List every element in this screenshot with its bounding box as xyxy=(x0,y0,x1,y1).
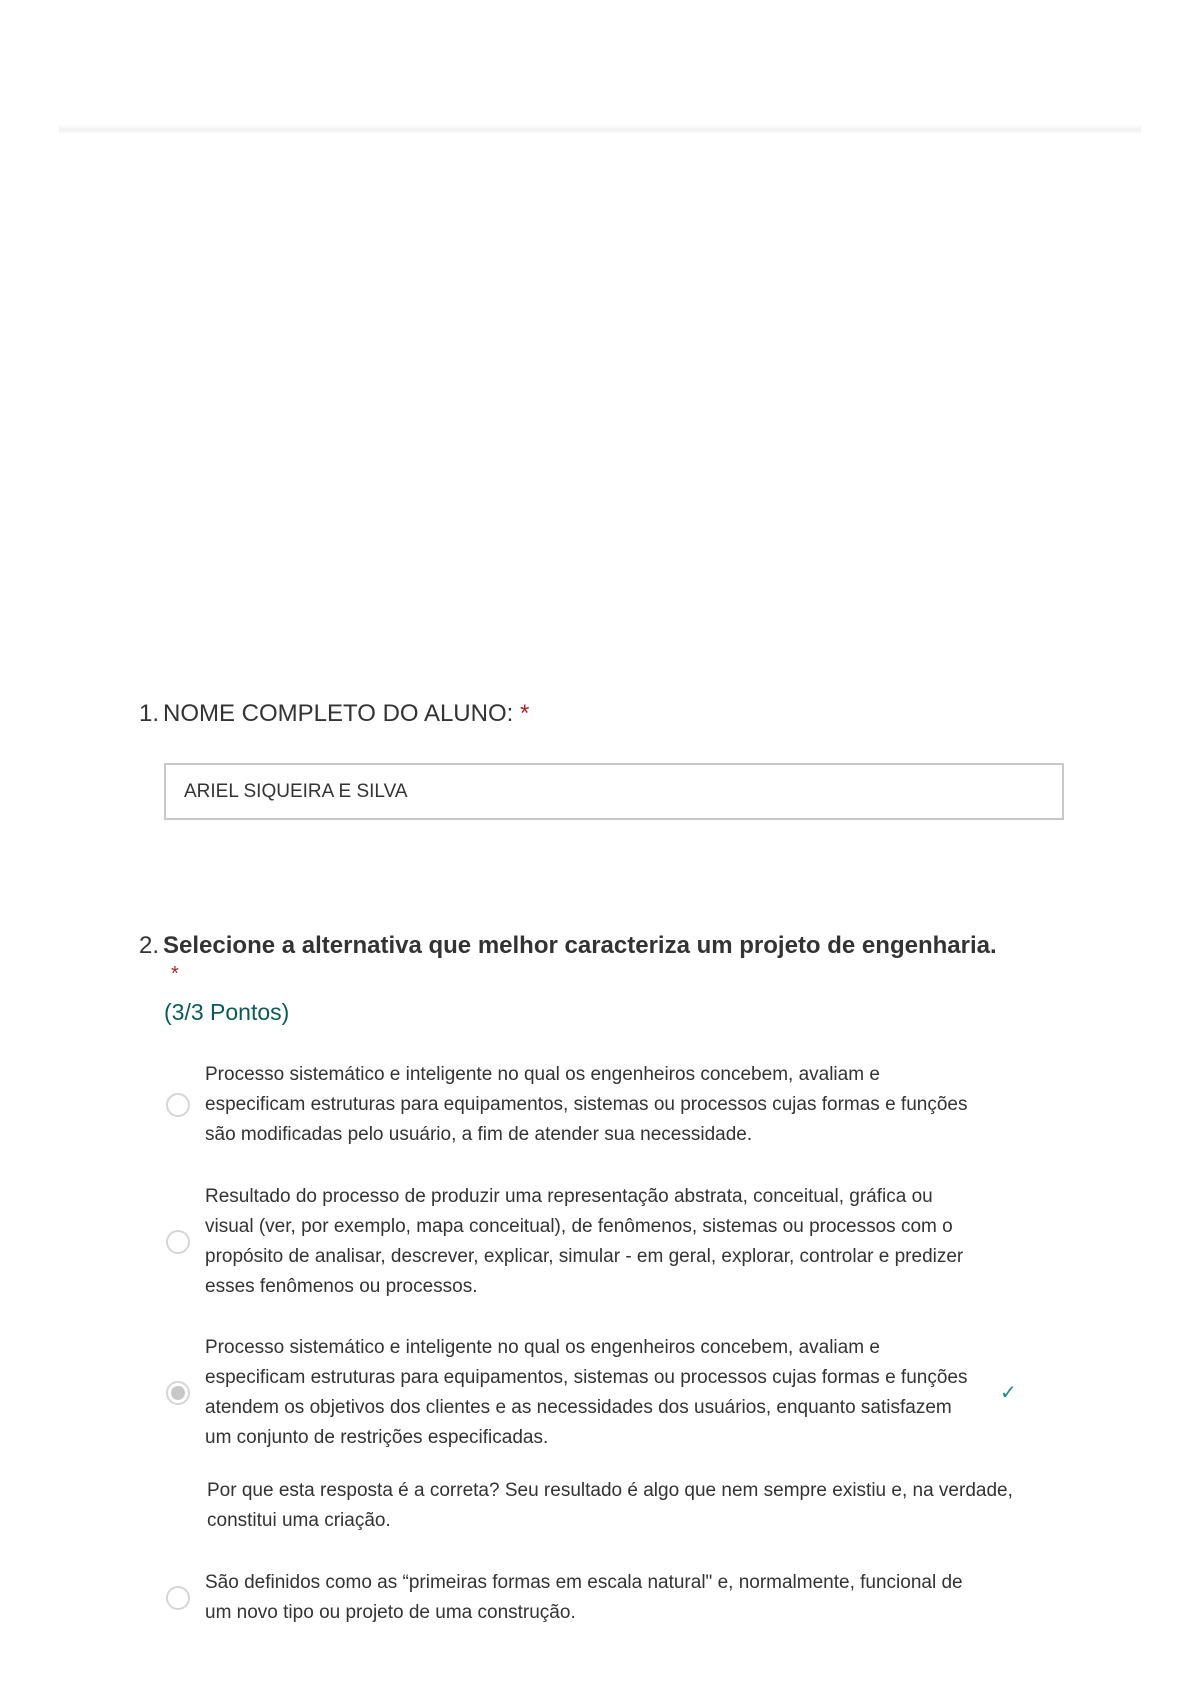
check-icon: ✓ xyxy=(1000,1382,1017,1404)
option-label: Processo sistemático e inteligente no qual os engenheiros concebem, avaliam e especificam estruturas para equipamentos, sistemas ou processos cujas formas e funções são modificadas pelo usuário, a fim de atender sua necessidade. xyxy=(205,1064,968,1145)
radio-button[interactable] xyxy=(166,1093,190,1117)
required-mark: * xyxy=(171,963,179,985)
option-label: São definidos como as “primeiras formas em escala natural" e, normalmente, funcional de um novo tipo ou projeto de uma construção. xyxy=(205,1572,963,1623)
radio-button-selected[interactable] xyxy=(166,1381,190,1405)
question-number: 2. xyxy=(139,932,160,959)
required-mark: * xyxy=(519,700,530,727)
points-label: (3/3 Pontos) xyxy=(164,999,290,1025)
question-1-title xyxy=(139,700,529,728)
radio-dot xyxy=(171,1386,185,1400)
question-2-title xyxy=(139,932,997,960)
question-text: Selecione a alternativa que melhor caracteriza um projeto de engenharia. xyxy=(163,932,997,959)
option-1[interactable] xyxy=(166,1060,1026,1150)
option-2[interactable] xyxy=(166,1182,1026,1302)
option-4[interactable] xyxy=(166,1568,1026,1628)
header-divider xyxy=(59,124,1141,134)
answer-explanation: Por que esta resposta é a correta? Seu resultado é algo que nem sempre existiu e, na verdade, constitui uma criação. xyxy=(207,1480,1013,1531)
radio-button[interactable] xyxy=(166,1586,190,1610)
question-text: NOME COMPLETO DO ALUNO: xyxy=(163,700,514,727)
input-value: ARIEL SIQUEIRA E SILVA xyxy=(184,780,408,802)
student-name-input[interactable] xyxy=(164,763,1064,820)
option-3[interactable] xyxy=(166,1333,1026,1453)
option-label: Processo sistemático e inteligente no qual os engenheiros concebem, avaliam e especificam estruturas para equipamentos, sistemas ou processos cujas formas e funções atendem os objetivos dos clientes e as necessidades dos usuários, enquanto satisfazem um conjunto de restrições especificadas. xyxy=(205,1337,968,1448)
question-number: 1. xyxy=(139,700,160,727)
radio-button[interactable] xyxy=(166,1230,190,1254)
option-label: Resultado do processo de produzir uma representação abstrata, conceitual, gráfica ou visual (ver, por exemplo, mapa conceitual), de fenômenos, sistemas ou processos com o propósito de analisar, descrever, explicar, simular - em geral, explorar, controlar e predizer esses fenômenos ou processos. xyxy=(205,1186,964,1297)
